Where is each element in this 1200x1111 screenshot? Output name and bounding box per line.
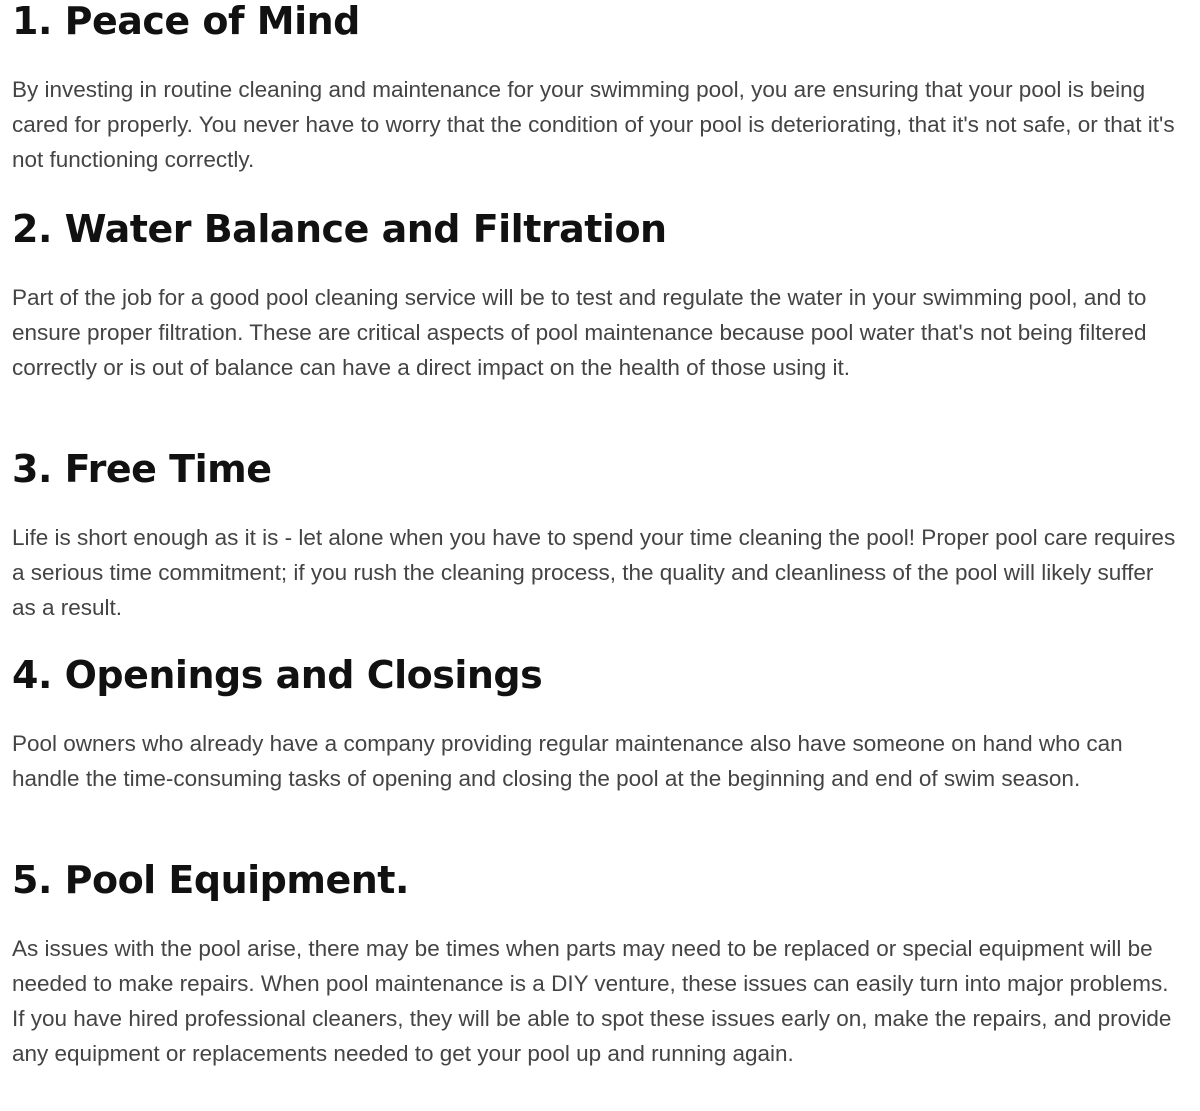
section-heading: 5. Pool Equipment.: [12, 858, 409, 902]
section-heading: 4. Openings and Closings: [12, 653, 543, 697]
section-heading: 2. Water Balance and Filtration: [12, 207, 667, 251]
section-body: As issues with the pool arise, there may be times when parts may need to be replaced or special equipment will be needed to make repairs. When pool maintenance is a DIY venture, these issues can easily turn into major problems. If you have hired professional cleaners, they will be able to spot these issues early on, make the repairs, and provide any equipment or replacements needed to get your pool up and running again.: [12, 936, 1172, 1066]
section-openings-closings: [12, 652, 1182, 796]
section-body: Pool owners who already have a company providing regular maintenance also have someone on hand who can handle the time-consuming tasks of opening and closing the pool at the beginning and end of swim season.: [12, 731, 1123, 791]
section-heading: 3. Free Time: [12, 447, 272, 491]
section-pool-equipment: [12, 857, 1182, 1071]
section-body: By investing in routine cleaning and maintenance for your swimming pool, you are ensuring that your pool is being cared for properly. You never have to worry that the condition of your pool is deteriorating, that it's not safe, or that it's not functioning correctly.: [12, 77, 1175, 172]
section-body: Part of the job for a good pool cleaning service will be to test and regulate the water in your swimming pool, and to ensure proper filtration. These are critical aspects of pool maintenance because pool water that's not being filtered correctly or is out of balance can have a direct impact on the health of those using it.: [12, 285, 1147, 380]
section-body: Life is short enough as it is - let alone when you have to spend your time cleaning the pool! Proper pool care requires a serious time commitment; if you rush the cleaning process, the quality and cleanliness of the pool will likely suffer as a result.: [12, 525, 1176, 620]
section-peace-of-mind: [12, 0, 1182, 177]
section-water-balance: [12, 206, 1182, 385]
section-free-time: [12, 446, 1182, 625]
section-heading: 1. Peace of Mind: [12, 0, 360, 43]
